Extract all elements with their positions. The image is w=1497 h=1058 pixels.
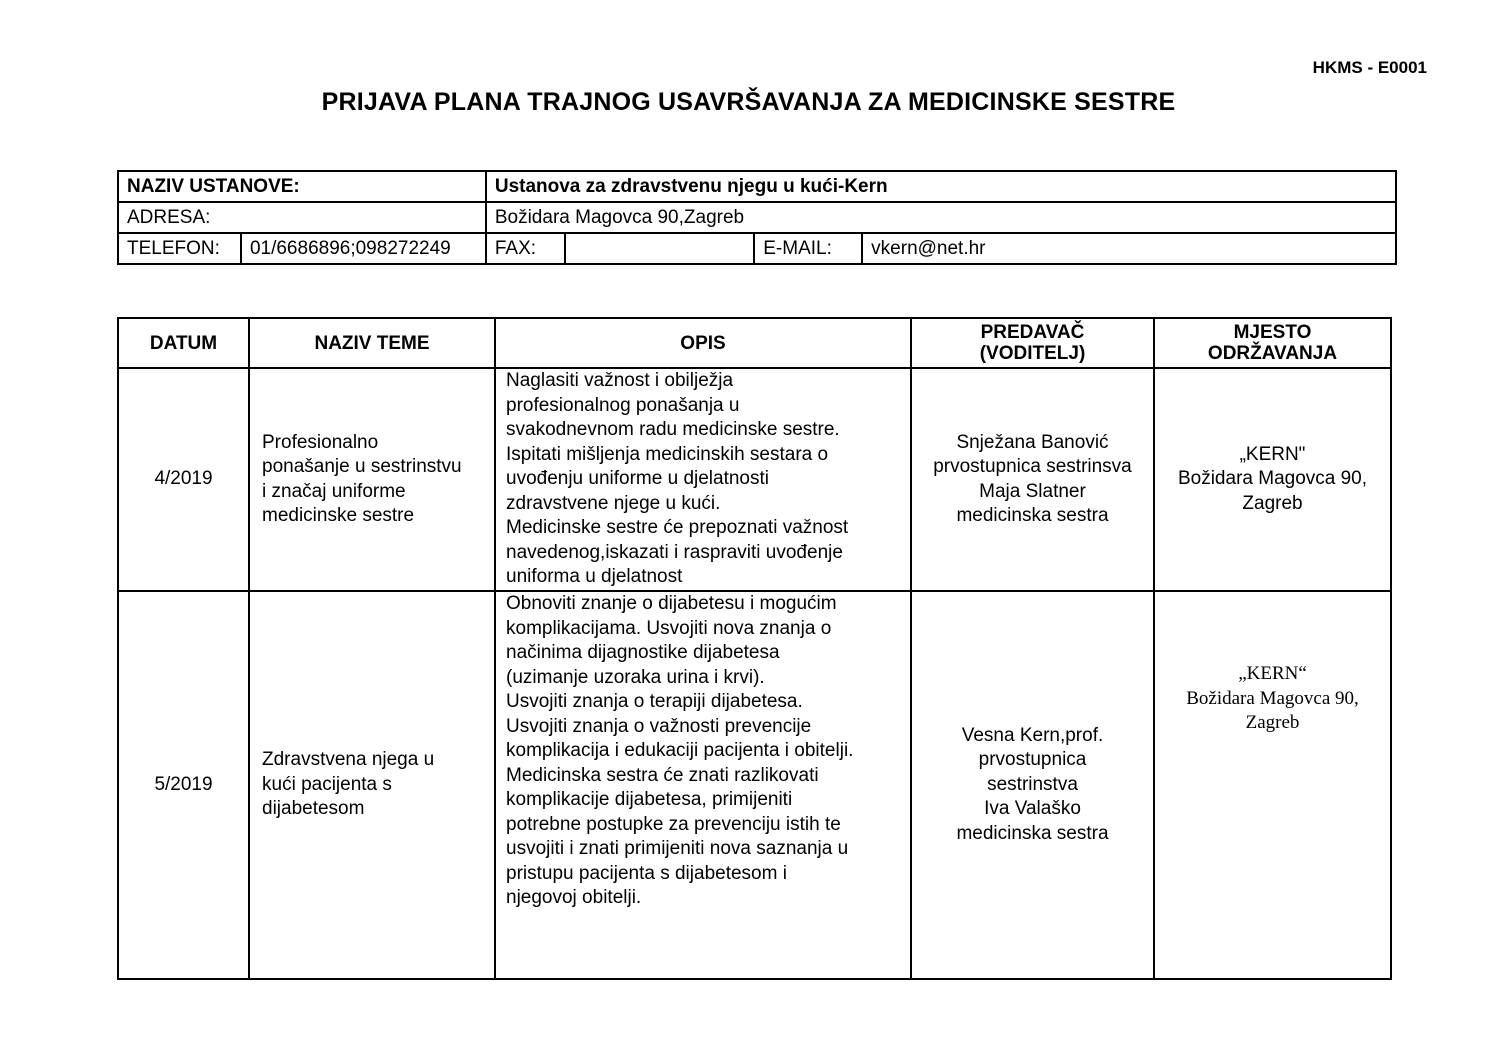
lecturer-line: medicinska sestra	[956, 505, 1109, 526]
lecturer-line: prvostupnica	[978, 749, 1087, 771]
document-title: PRIJAVA PLANA TRAJNOG USAVRŠAVANJA ZA MEDICINSKE SESTRE	[321, 88, 1176, 116]
row-description	[495, 591, 911, 979]
document-code: HKMS - E0001	[1312, 58, 1427, 77]
lecturer-line: medicinska sestra	[956, 822, 1109, 844]
description-line: njegovoj obitelji.	[506, 887, 642, 908]
description-line: Usvojiti znanja o terapiji dijabetesa.	[506, 691, 803, 712]
topic-line: dijabetesom	[262, 798, 365, 820]
lecturer-line: Iva Valaško	[984, 798, 1081, 820]
fax-label: FAX:	[486, 233, 565, 264]
topic-line: Zdravstvena njega u	[262, 749, 435, 771]
header-lecturer-line-1: PREDAVAČ	[980, 322, 1085, 343]
institution-name-row	[118, 171, 1396, 202]
header-topic: NAZIV TEME	[249, 318, 495, 368]
fax-value	[565, 233, 754, 264]
lecturer-line: sestrinstva	[987, 773, 1078, 795]
topic-line: i značaj uniforme	[262, 480, 406, 502]
place-line: „KERN“	[1238, 663, 1307, 684]
description-line: profesionalnog ponašanja u	[506, 394, 740, 416]
description-line: potrebne postupke za prevenciju istih te	[506, 813, 841, 835]
lecturer-line: Snježana Banović	[956, 431, 1109, 453]
description-line: Obnoviti znanje o dijabetesu i mogućim	[506, 593, 837, 614]
description-line: zdravstvene njege u kući.	[506, 492, 721, 514]
description-line: komplikacijama. Usvojiti nova znanja o	[506, 617, 832, 639]
description-line: komplikacije dijabetesa, primijeniti	[506, 789, 793, 810]
header-lecturer-line-2: (VODITELJ)	[979, 343, 1086, 364]
description-line: načinima dijagnostike dijabetesa	[506, 642, 780, 663]
email-label: E-MAIL:	[754, 233, 862, 264]
description-line: Medicinske sestre će prepoznati važnost	[506, 517, 849, 538]
description-line: usvojiti i znati primijeniti nova saznanja u	[506, 838, 849, 859]
row-topic	[249, 591, 495, 979]
lecturer-line: Vesna Kern,prof.	[961, 724, 1104, 746]
phone-value: 01/6686896;098272249	[241, 233, 486, 264]
table-row	[118, 591, 1391, 979]
institution-name-value: Ustanova za zdravstvenu njegu u kući-Kern	[486, 171, 1396, 202]
row-date: 5/2019	[118, 591, 249, 979]
place-line: Božidara Magovca 90,	[1177, 468, 1368, 490]
row-place	[1154, 368, 1391, 591]
institution-address-row	[118, 202, 1396, 233]
place-line: „KERN"	[1239, 443, 1306, 465]
description-line: uniforma u djelatnost	[506, 566, 683, 587]
lecturer-line: prvostupnica sestrinsva	[933, 456, 1132, 477]
description-line: navedenog,iskazati i raspraviti uvođenje	[506, 541, 843, 563]
description-line: komplikacija i edukaciji pacijenta i obitelji.	[506, 740, 854, 761]
row-description	[495, 368, 911, 591]
description-line: Ispitati mišljenja medicinskih sestara o	[506, 443, 829, 465]
table-row	[118, 368, 1391, 591]
topic-line: Profesionalno	[262, 431, 379, 453]
plan-header-row	[118, 318, 1391, 368]
phone-label: TELEFON:	[118, 233, 241, 264]
header-place-line-2: ODRŽAVANJA	[1207, 343, 1338, 364]
header-lecturer	[911, 318, 1154, 368]
header-place-line-1: MJESTO	[1233, 322, 1312, 343]
email-value: vkern@net.hr	[862, 233, 1396, 264]
header-description: OPIS	[495, 318, 911, 368]
header-date: DATUM	[118, 318, 249, 368]
description-line: Medicinska sestra će znati razlikovati	[506, 764, 819, 786]
row-topic	[249, 368, 495, 591]
header-place	[1154, 318, 1391, 368]
row-place	[1154, 591, 1391, 979]
education-plan-table	[117, 317, 1392, 980]
institution-table	[117, 170, 1397, 265]
description-line: pristupu pacijenta s dijabetesom i	[506, 862, 787, 884]
description-line: (uzimanje uzoraka urina i krvi).	[506, 666, 765, 688]
institution-contact-row	[118, 233, 1396, 264]
place-line: Zagreb	[1245, 712, 1300, 733]
topic-line: kući pacijenta s	[262, 773, 392, 795]
topic-line: ponašanje u sestrinstvu	[262, 456, 462, 477]
row-date: 4/2019	[118, 368, 249, 591]
place-line: Božidara Magovca 90,	[1186, 687, 1359, 709]
description-line: svakodnevnom radu medicinske sestre.	[506, 419, 840, 440]
topic-line: medicinske sestre	[262, 505, 415, 526]
institution-address-label: ADRESA:	[118, 202, 486, 233]
institution-name-label: NAZIV USTANOVE:	[118, 171, 486, 202]
row-lecturer	[911, 368, 1154, 591]
lecturer-line: Maja Slatner	[979, 480, 1086, 502]
description-line: uvođenju uniforme u djelatnosti	[506, 468, 770, 489]
description-line: Naglasiti važnost i obilježja	[506, 370, 734, 391]
place-line: Zagreb	[1242, 492, 1303, 514]
institution-address-value: Božidara Magovca 90,Zagreb	[486, 202, 1396, 233]
description-line: Usvojiti znanja o važnosti prevencije	[506, 715, 812, 737]
row-lecturer	[911, 591, 1154, 979]
